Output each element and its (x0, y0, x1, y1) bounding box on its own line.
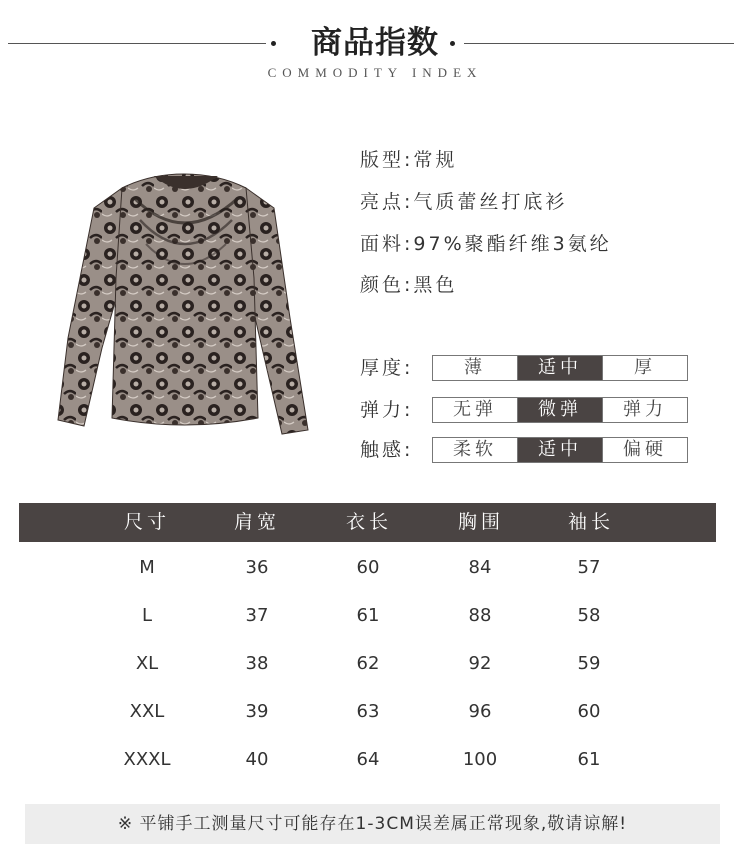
feel-option-soft[interactable]: 柔软 (433, 438, 518, 462)
table-cell: 96 (468, 701, 492, 722)
size-table-header (19, 503, 716, 542)
table-cell: XXXL (123, 749, 171, 770)
attr-highlight: 亮点:气质蕾丝打底衫 (360, 191, 568, 213)
attr-fit: 版型:常规 (360, 149, 458, 171)
table-cell: 62 (356, 653, 380, 674)
feel-option-firm[interactable]: 偏硬 (623, 439, 667, 460)
page-subtitle: COMMODITY INDEX (267, 65, 483, 80)
measurement-note: ※ 平铺手工测量尺寸可能存在1-3CM误差属正常现象,敬请谅解! (25, 804, 720, 844)
table-cell: 100 (462, 749, 498, 770)
table-cell: 61 (577, 749, 601, 770)
product-image (50, 168, 315, 438)
header-shoulder: 肩宽 (233, 511, 280, 533)
table-cell: 64 (356, 749, 380, 770)
table-cell: 60 (356, 557, 380, 578)
attr-color: 颜色:黑色 (360, 274, 458, 296)
table-cell: M (139, 557, 155, 578)
header-sleeve: 袖长 (567, 511, 614, 533)
elasticity-option-stretch[interactable]: 弹力 (623, 399, 667, 420)
feel-selector (432, 437, 688, 463)
table-cell: XXL (129, 701, 165, 722)
thickness-option-thick[interactable]: 厚 (634, 357, 656, 378)
table-cell: 36 (245, 557, 269, 578)
thickness-option-medium[interactable]: 适中 (518, 356, 603, 380)
table-cell: 59 (577, 653, 601, 674)
header-size: 尺寸 (123, 511, 170, 533)
feel-option-medium[interactable]: 适中 (518, 438, 603, 462)
table-cell: 38 (245, 653, 269, 674)
table-cell: 58 (577, 605, 601, 626)
feel-label: 触感: (360, 439, 414, 461)
table-cell: 84 (468, 557, 492, 578)
thickness-label: 厚度: (360, 357, 414, 379)
table-cell: 37 (245, 605, 269, 626)
page-title: 商品指数 (311, 25, 439, 61)
elasticity-option-slight[interactable]: 微弹 (518, 398, 603, 422)
attr-fabric: 面料:97%聚酯纤维3氨纶 (360, 233, 612, 255)
table-cell: XL (135, 653, 159, 674)
header-length: 衣长 (345, 511, 392, 533)
table-cell: 92 (468, 653, 492, 674)
table-cell: 63 (356, 701, 380, 722)
table-cell: 88 (468, 605, 492, 626)
table-cell: 40 (245, 749, 269, 770)
thickness-selector (432, 355, 688, 381)
header-dot-right (450, 41, 455, 46)
table-cell: 57 (577, 557, 601, 578)
table-cell: L (141, 605, 153, 626)
table-cell: 39 (245, 701, 269, 722)
header-chest: 胸围 (457, 511, 504, 533)
table-cell: 60 (577, 701, 601, 722)
elasticity-option-none[interactable]: 无弹 (433, 398, 518, 422)
elasticity-label: 弹力: (360, 399, 414, 421)
elasticity-selector (432, 397, 688, 423)
table-cell: 61 (356, 605, 380, 626)
header-line-right (464, 43, 734, 44)
thickness-option-thin[interactable]: 薄 (433, 356, 518, 380)
